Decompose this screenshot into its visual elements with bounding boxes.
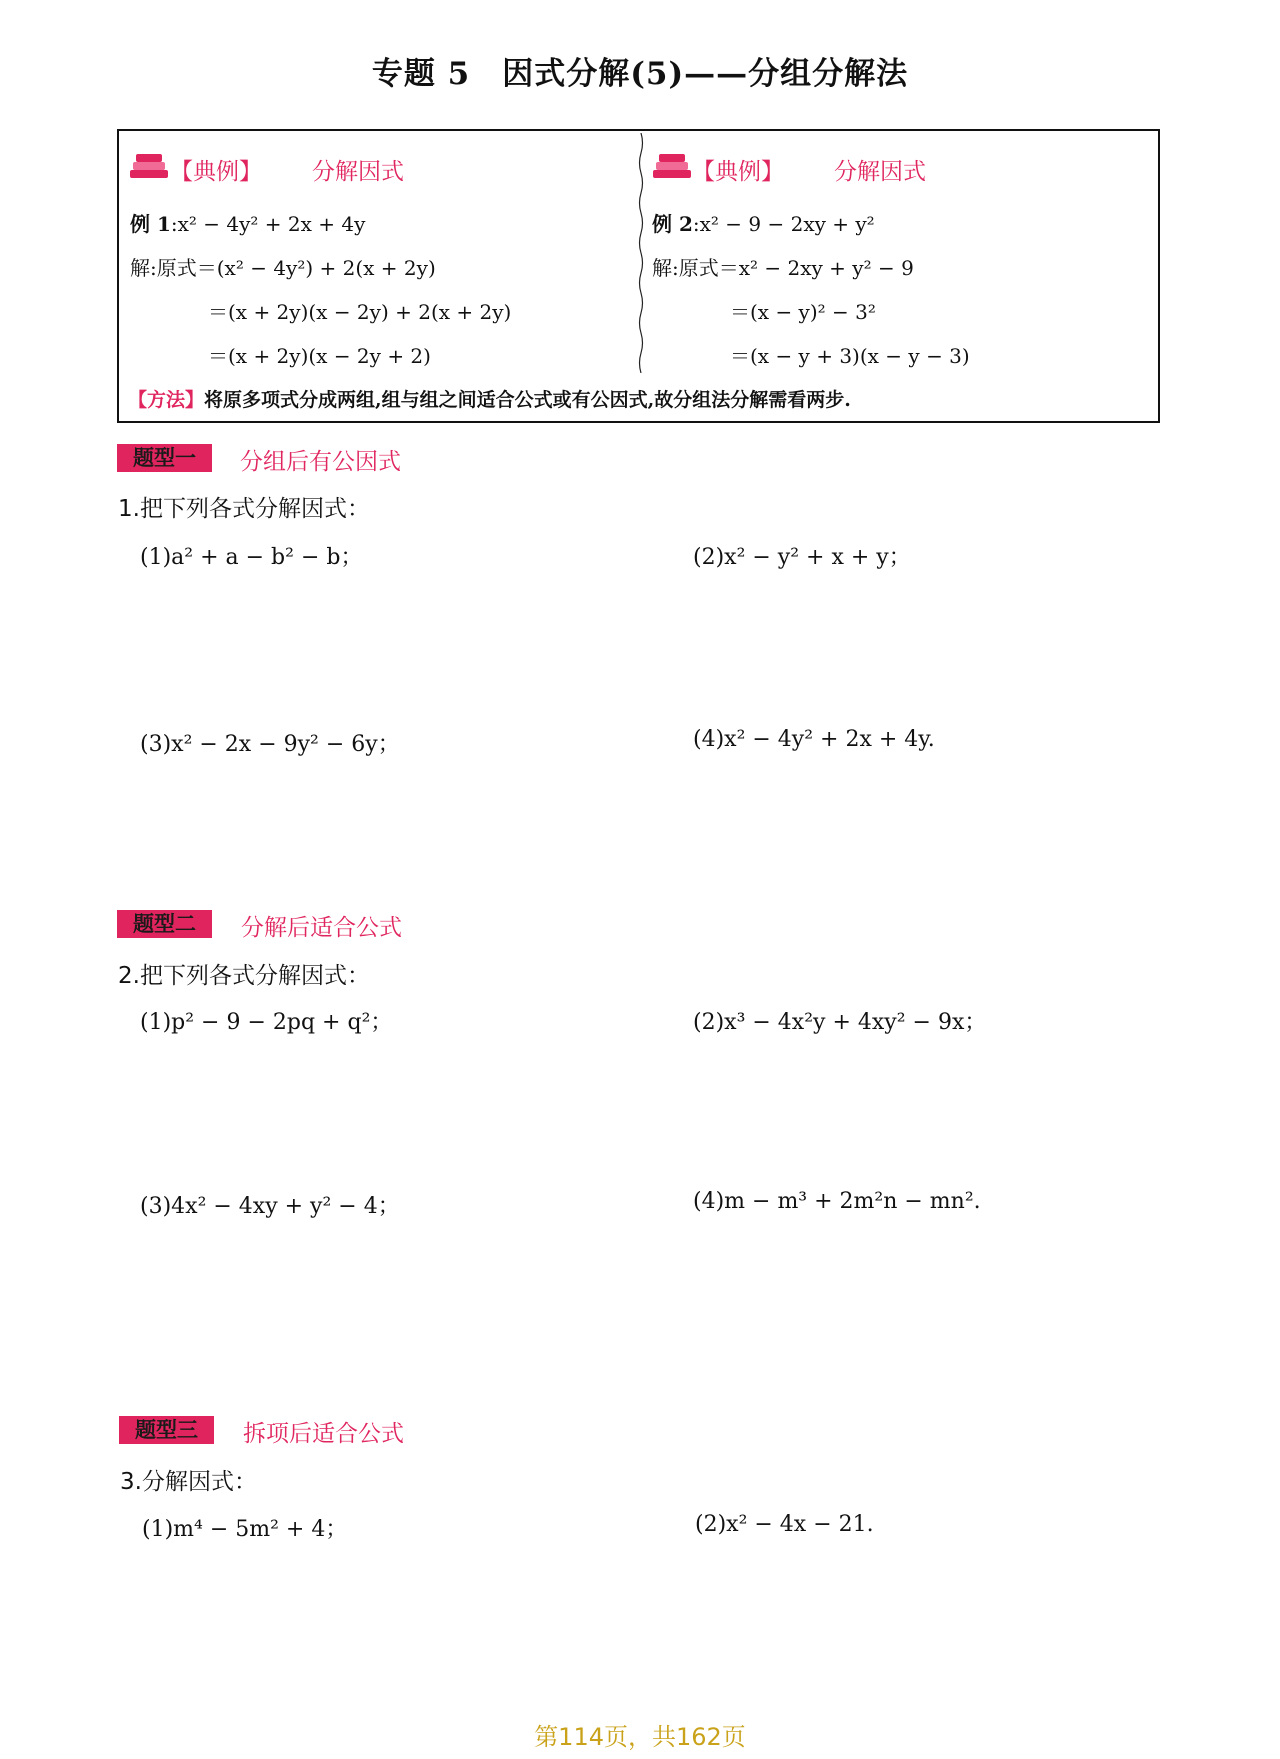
question-stem: 2.把下列各式分解因式：: [118, 963, 370, 989]
question-item: (1)a² + a − b² − b；: [140, 545, 363, 570]
example-1-label: 例 1: [130, 212, 171, 236]
example-topic-left: 分解因式: [312, 159, 404, 185]
section-heading: 分解后适合公式: [241, 915, 402, 941]
section-tag: 题型三: [119, 1416, 214, 1444]
example-2-expr: :x² − 9 − 2xy + y²: [692, 212, 875, 236]
question-item: (2)x² − 4x − 21.: [695, 1512, 874, 1537]
example-1-line-1: [130, 252, 436, 281]
example-tag-left: 【典例】: [170, 159, 262, 185]
method-text: 将原多项式分成两组,组与组之间适合公式或有公因式,故分组法分解需看两步.: [204, 389, 851, 411]
question-stem: 1.把下列各式分解因式：: [118, 496, 370, 522]
solution-label-right: 解:: [652, 256, 679, 280]
page-title: 专题 5 因式分解(5)——分组分解法: [371, 56, 909, 92]
section-tag: 题型二: [117, 910, 212, 938]
question-stem: 3.分解因式：: [120, 1469, 257, 1495]
example-1-problem: [130, 208, 365, 237]
example-tag-right: 【典例】: [692, 159, 784, 185]
section-heading: 拆项后适合公式: [243, 1421, 404, 1447]
example-1-step-2: ＝(x + 2y)(x − 2y) + 2(x + 2y): [208, 300, 512, 324]
books-icon: [128, 150, 170, 180]
example-2-step-2: ＝(x − y)² − 3²: [730, 300, 876, 324]
question-item: (3)x² − 2x − 9y² − 6y；: [140, 732, 400, 757]
example-2-line-1: [652, 252, 914, 281]
example-2-step-3: ＝(x − y + 3)(x − y − 3): [730, 344, 970, 368]
section-heading: 分组后有公因式: [240, 449, 401, 475]
example-1-step-3: ＝(x + 2y)(x − 2y + 2): [208, 344, 431, 368]
question-item: (2)x³ − 4x²y + 4xy² − 9x；: [693, 1010, 987, 1035]
method-tag: 【方法】: [128, 389, 205, 411]
question-item: (2)x² − y² + x + y；: [693, 545, 911, 570]
books-icon: [651, 150, 693, 180]
example-2-problem: [652, 208, 875, 237]
question-item: (4)x² − 4y² + 2x + 4y.: [693, 727, 935, 752]
question-item: (4)m − m³ + 2m²n − mn².: [693, 1189, 981, 1214]
wavy-divider: [638, 133, 644, 373]
example-topic-right: 分解因式: [834, 159, 926, 185]
section-tag: 题型一: [117, 444, 212, 472]
question-item: (3)4x² − 4xy + y² − 4；: [140, 1194, 400, 1219]
example-2-step-1: 原式＝x² − 2xy + y² − 9: [678, 256, 914, 280]
question-item: (1)m⁴ − 5m² + 4；: [142, 1517, 348, 1542]
example-2-label: 例 2: [652, 212, 693, 236]
question-item: (1)p² − 9 − 2pq + q²；: [140, 1010, 393, 1035]
example-1-step-1: 原式＝(x² − 4y²) + 2(x + 2y): [156, 256, 436, 280]
example-1-expr: :x² − 4y² + 2x + 4y: [170, 212, 366, 236]
solution-label-left: 解:: [130, 256, 157, 280]
page-indicator: 第114页，共162页: [534, 1723, 746, 1751]
method-line: [128, 385, 851, 412]
